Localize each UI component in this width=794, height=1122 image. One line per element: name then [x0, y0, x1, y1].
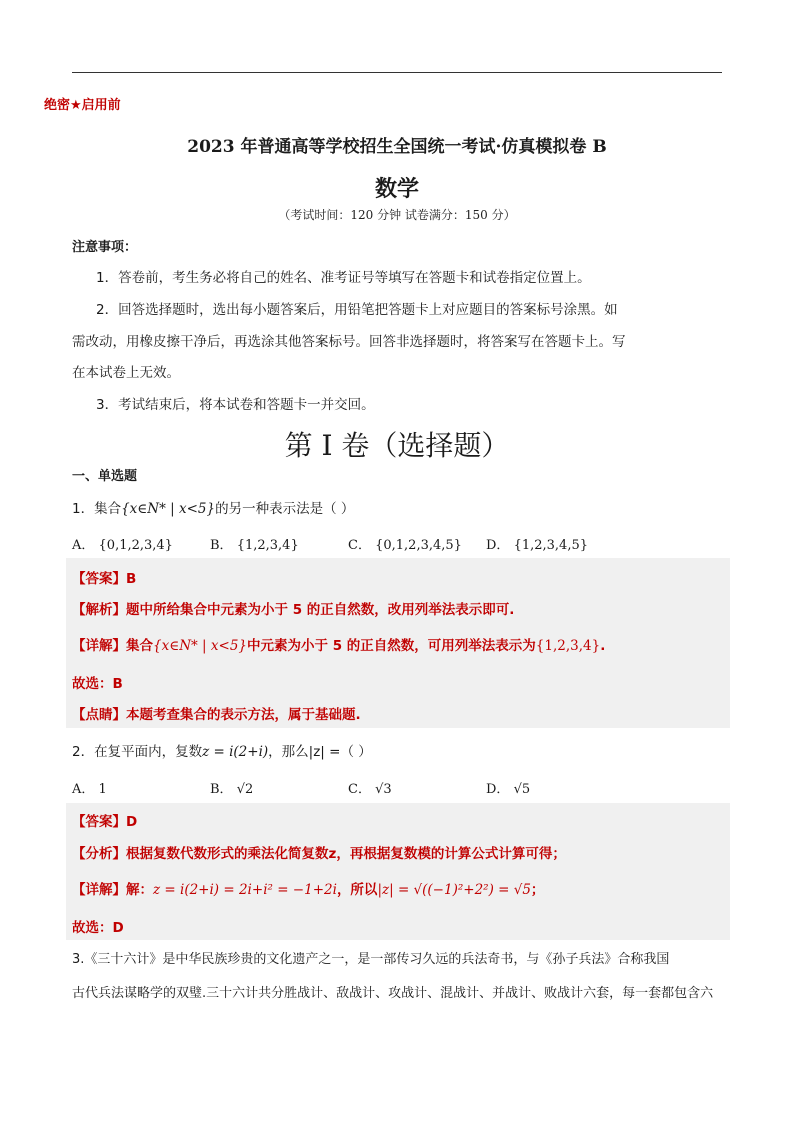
detail-prefix: 【详解】集合: [72, 638, 153, 654]
option-a: [72, 534, 173, 553]
notice-item: 需改动，用橡皮擦干净后，再选涂其他答案标号。回答非选择题时，将答案写在答题卡上。写: [72, 334, 626, 350]
option-text: {1,2,3,4}: [236, 538, 299, 553]
option-letter: A．: [72, 538, 95, 553]
question-1-stem: [72, 497, 354, 517]
answer-panel-2: [66, 803, 730, 940]
option-text: {1,2,3,4,5}: [513, 538, 589, 553]
option-text: {0,1,2,3,4,5}: [375, 538, 462, 553]
detail-math: {x∈N* | x<5}: [153, 638, 247, 654]
option-letter: C．: [348, 782, 371, 797]
option-letter: C．: [348, 538, 371, 553]
detail-prefix: 【详解】解：: [72, 882, 153, 898]
detail-math-2: {1,2,3,4}: [535, 638, 601, 654]
option-c: [348, 778, 392, 797]
option-text: √2: [236, 782, 254, 797]
analysis-2: 【分析】根据复数代数形式的乘法化简复数z，再根据复数模的计算公式计算可得；: [72, 846, 566, 862]
option-b: [210, 778, 253, 797]
option-text: 1: [98, 782, 107, 797]
question-2-stem: [72, 740, 372, 760]
stem-prefix: 1．集合: [72, 501, 122, 517]
option-letter: D．: [486, 538, 510, 553]
detail-1: [72, 634, 605, 654]
notice-heading: 注意事项：: [72, 240, 138, 255]
choice-2: 故选：D: [72, 920, 124, 936]
option-d: [486, 534, 588, 553]
subject-title: 数学: [374, 176, 419, 202]
detail-mid: ，所以: [336, 882, 378, 898]
question-3-line: 古代兵法谋略学的双璧.三十六计共分胜战计、敌战计、攻战计、混战计、并战计、败战计六套，每一套都包含六: [72, 986, 714, 1001]
detail-math: z = i(2+i) = 2i+i² = −1+2i: [153, 882, 337, 898]
secret-label: 绝密★启用前: [44, 98, 121, 113]
choice-1: 故选：B: [72, 676, 123, 692]
option-letter: B．: [210, 538, 233, 553]
option-letter: D．: [486, 782, 510, 797]
top-rule: [72, 72, 722, 73]
detail-math-2: |z| = √((−1)²+2²) = √5: [377, 882, 531, 898]
option-a: [72, 778, 107, 797]
option-c: [348, 534, 462, 553]
exam-title: 2023 年普通高等学校招生全国统一考试·仿真模拟卷 B: [187, 137, 607, 157]
option-text: {0,1,2,3,4}: [98, 538, 173, 553]
option-b: [210, 534, 299, 553]
detail-end: .: [600, 638, 606, 654]
option-d: [486, 778, 530, 797]
option-text: √3: [375, 782, 392, 797]
option-letter: A．: [72, 782, 95, 797]
notice-item: 1．答卷前，考生务必将自己的姓名、准考证号等填写在答题卡和试卷指定位置上。: [96, 270, 591, 286]
notice-item: 在本试卷上无效。: [72, 365, 180, 381]
section-title: 一、单选题: [72, 469, 138, 484]
stem-math: z = i(2+i): [202, 744, 269, 760]
question-3-line: 3.《三十六计》是中华民族珍贵的文化遗产之一，是一部传习久远的兵法奇书，与《孙子兵法》合称我国: [72, 952, 670, 967]
stem-suffix: 的另一种表示法是（ ）: [215, 501, 355, 517]
notice-item: 3．考试结束后，将本试卷和答题卡一并交回。: [96, 397, 375, 413]
option-text: √5: [513, 782, 531, 797]
volume-title: 第 I 卷（选择题）: [284, 429, 510, 462]
exam-timing: （考试时间：120 分钟 试卷满分：150 分）: [278, 208, 516, 222]
analysis-1: 【解析】题中所给集合中元素为小于 5 的正自然数，改用列举法表示即可.: [72, 602, 515, 618]
option-letter: B．: [210, 782, 233, 797]
stem-prefix: 2．在复平面内，复数: [72, 744, 203, 760]
stem-suffix: ，那么|z| =（ ）: [268, 744, 372, 760]
detail-end: ；: [530, 882, 545, 898]
detail-2: [72, 878, 544, 898]
answer-1: 【答案】B: [72, 571, 137, 587]
notice-item: 2．回答选择题时，选出每小题答案后，用铅笔把答题卡上对应题目的答案标号涂黑。如: [96, 302, 618, 318]
answer-2: 【答案】D: [72, 814, 138, 830]
comment-1: 【点睛】本题考查集合的表示方法，属于基础题.: [72, 707, 361, 723]
stem-math: {x∈N* | x<5}: [121, 501, 216, 517]
detail-mid: 中元素为小于 5 的正自然数，可用列举法表示为: [247, 638, 536, 654]
